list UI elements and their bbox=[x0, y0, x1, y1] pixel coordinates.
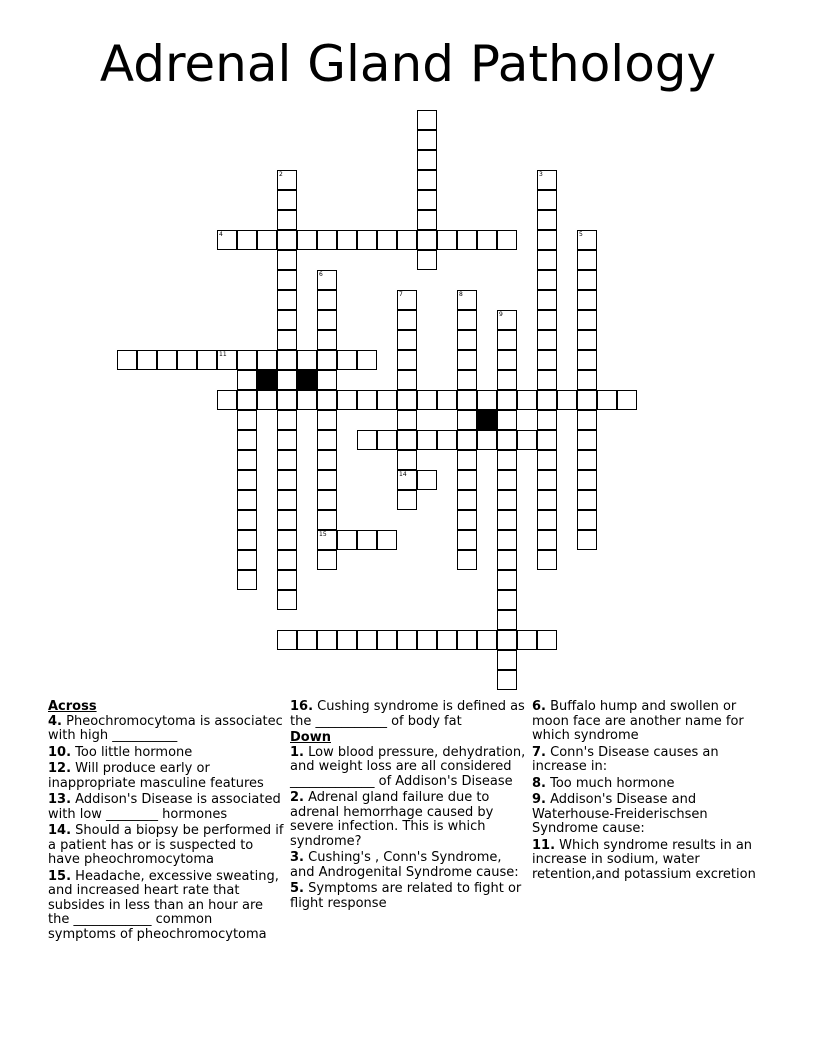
grid-cell[interactable] bbox=[337, 530, 357, 550]
grid-cell[interactable] bbox=[317, 370, 337, 390]
grid-cell[interactable] bbox=[537, 490, 557, 510]
grid-cell[interactable] bbox=[537, 370, 557, 390]
down-header: Down bbox=[290, 730, 331, 745]
down-clue-11: 11. Which syndrome results in an increase in sodium, water retention,and potassium excretion bbox=[532, 837, 756, 882]
across-clue-10: 10. Too little hormone bbox=[48, 744, 193, 760]
grid-cell[interactable] bbox=[317, 410, 337, 430]
grid-cell[interactable] bbox=[417, 130, 437, 150]
grid-cell[interactable] bbox=[237, 390, 257, 410]
page-title: Adrenal Gland Pathology bbox=[99, 35, 717, 93]
grid-cell[interactable] bbox=[297, 390, 317, 410]
grid-cell[interactable] bbox=[277, 190, 297, 210]
grid-cell[interactable] bbox=[457, 510, 477, 530]
down-clue-5: 5. Symptoms are related to fight or flight response bbox=[290, 881, 522, 911]
grid-cell[interactable] bbox=[317, 450, 337, 470]
grid-cell[interactable] bbox=[317, 270, 337, 290]
grid-cell[interactable] bbox=[517, 390, 537, 410]
grid-cell[interactable] bbox=[417, 630, 437, 650]
grid-cell[interactable] bbox=[517, 430, 537, 450]
down-clue-3: 3. Cushing's , Conn's Syndrome, and Androgenital Syndrome cause: bbox=[290, 850, 519, 880]
grid-cell[interactable] bbox=[277, 390, 297, 410]
grid-cell[interactable] bbox=[577, 510, 597, 530]
grid-cell[interactable] bbox=[277, 250, 297, 270]
clue-column-3 bbox=[532, 700, 768, 884]
grid-cell[interactable] bbox=[457, 550, 477, 570]
across-clue-13: 13. Addison's Disease is associated with low ________ hormones bbox=[48, 792, 281, 822]
grid-cell[interactable] bbox=[397, 470, 417, 490]
grid-cell[interactable] bbox=[457, 410, 477, 430]
grid-cell[interactable] bbox=[437, 630, 457, 650]
grid-cell[interactable] bbox=[497, 590, 517, 610]
grid-cell[interactable] bbox=[377, 230, 397, 250]
grid-cell[interactable] bbox=[497, 450, 517, 470]
grid-cell[interactable] bbox=[537, 330, 557, 350]
clue-number: 6 bbox=[319, 271, 323, 278]
grid-cell[interactable] bbox=[377, 630, 397, 650]
grid-cell[interactable] bbox=[397, 330, 417, 350]
grid-cell[interactable] bbox=[397, 390, 417, 410]
grid-cell[interactable] bbox=[497, 550, 517, 570]
grid-block bbox=[297, 370, 317, 390]
grid-cell[interactable] bbox=[237, 410, 257, 430]
grid-cell[interactable] bbox=[577, 330, 597, 350]
grid-cell[interactable] bbox=[437, 390, 457, 410]
grid-cell[interactable] bbox=[417, 470, 437, 490]
grid-cell[interactable] bbox=[537, 290, 557, 310]
grid-cell[interactable] bbox=[537, 310, 557, 330]
grid-cell[interactable] bbox=[277, 210, 297, 230]
grid-cell[interactable] bbox=[557, 390, 577, 410]
across-clue-4: 4. Pheochromocytoma is associatec with high __________ bbox=[48, 713, 283, 743]
grid-cell[interactable] bbox=[397, 290, 417, 310]
grid-cell[interactable] bbox=[237, 230, 257, 250]
grid-cell[interactable] bbox=[577, 530, 597, 550]
grid-cell[interactable] bbox=[317, 310, 337, 330]
grid-cell[interactable] bbox=[317, 330, 337, 350]
grid-cell[interactable] bbox=[237, 450, 257, 470]
grid-cell[interactable] bbox=[577, 230, 597, 250]
grid-cell[interactable] bbox=[577, 410, 597, 430]
across-clue-16: 16. Cushing syndrome is defined as the ___________ of body fat bbox=[290, 699, 525, 729]
grid-cell[interactable] bbox=[537, 210, 557, 230]
grid-cell[interactable] bbox=[277, 230, 297, 250]
grid-block bbox=[477, 410, 497, 430]
grid-cell[interactable] bbox=[457, 230, 477, 250]
grid-cell[interactable] bbox=[297, 350, 317, 370]
grid-cell[interactable] bbox=[217, 390, 237, 410]
grid-cell[interactable] bbox=[457, 430, 477, 450]
grid-cell[interactable] bbox=[537, 390, 557, 410]
clue-number: 15 bbox=[319, 531, 327, 538]
grid-cell[interactable] bbox=[357, 430, 377, 450]
grid-cell[interactable] bbox=[597, 390, 617, 410]
grid-cell[interactable] bbox=[317, 390, 337, 410]
grid-cell[interactable] bbox=[577, 290, 597, 310]
grid-cell[interactable] bbox=[537, 450, 557, 470]
grid-cell[interactable] bbox=[577, 270, 597, 290]
grid-cell[interactable] bbox=[477, 430, 497, 450]
grid-cell[interactable] bbox=[317, 490, 337, 510]
grid-cell[interactable] bbox=[277, 450, 297, 470]
grid-cell[interactable] bbox=[277, 370, 297, 390]
grid-cell[interactable] bbox=[397, 370, 417, 390]
grid-cell[interactable] bbox=[417, 110, 437, 130]
grid-cell[interactable] bbox=[357, 230, 377, 250]
grid-cell[interactable] bbox=[417, 170, 437, 190]
grid-cell[interactable] bbox=[537, 630, 557, 650]
grid-cell[interactable] bbox=[497, 430, 517, 450]
grid-cell[interactable] bbox=[397, 230, 417, 250]
down-clue-2: 2. Adrenal gland failure due to adrenal hemorrhage caused by severe infection. This is which syndrome? bbox=[290, 790, 494, 849]
grid-cell[interactable] bbox=[417, 190, 437, 210]
grid-cell[interactable] bbox=[497, 390, 517, 410]
grid-cell[interactable] bbox=[157, 350, 177, 370]
grid-cell[interactable] bbox=[337, 350, 357, 370]
grid-cell[interactable] bbox=[577, 470, 597, 490]
clue-number: 3 bbox=[539, 171, 543, 178]
grid-cell[interactable] bbox=[457, 530, 477, 550]
grid-cell[interactable] bbox=[237, 430, 257, 450]
grid-cell[interactable] bbox=[457, 330, 477, 350]
grid-cell[interactable] bbox=[197, 350, 217, 370]
grid-cell[interactable] bbox=[537, 270, 557, 290]
grid-cell[interactable] bbox=[237, 530, 257, 550]
grid-cell[interactable] bbox=[537, 430, 557, 450]
grid-cell[interactable] bbox=[497, 510, 517, 530]
grid-cell[interactable] bbox=[457, 630, 477, 650]
grid-cell[interactable] bbox=[537, 410, 557, 430]
grid-cell[interactable] bbox=[437, 230, 457, 250]
grid-cell[interactable] bbox=[537, 350, 557, 370]
grid-cell[interactable] bbox=[377, 430, 397, 450]
grid-cell[interactable] bbox=[577, 350, 597, 370]
grid-cell[interactable] bbox=[177, 350, 197, 370]
grid-cell[interactable] bbox=[497, 470, 517, 490]
grid-cell[interactable] bbox=[337, 630, 357, 650]
grid-cell[interactable] bbox=[497, 350, 517, 370]
grid-cell[interactable] bbox=[517, 630, 537, 650]
grid-cell[interactable] bbox=[437, 430, 457, 450]
grid-cell[interactable] bbox=[577, 310, 597, 330]
grid-cell[interactable] bbox=[257, 350, 277, 370]
down-clue-1: 1. Low blood pressure, dehydration, and weight loss are all considered _____________ of Addison's Disease bbox=[290, 744, 526, 789]
grid-cell[interactable] bbox=[417, 390, 437, 410]
grid-cell[interactable] bbox=[257, 230, 277, 250]
grid-cell[interactable] bbox=[617, 390, 637, 410]
grid-cell[interactable] bbox=[277, 350, 297, 370]
grid-cell[interactable] bbox=[317, 430, 337, 450]
grid-cell[interactable] bbox=[277, 630, 297, 650]
grid-cell[interactable] bbox=[497, 530, 517, 550]
grid-cell[interactable] bbox=[497, 230, 517, 250]
grid-cell[interactable] bbox=[117, 350, 137, 370]
clue-number: 8 bbox=[459, 291, 463, 298]
grid-cell[interactable] bbox=[417, 250, 437, 270]
grid-cell[interactable] bbox=[457, 290, 477, 310]
clue-number: 7 bbox=[399, 291, 403, 298]
across-clue-14: 14. Should a biopsy be performed if a patient has or is suspected to have pheochromocytoma bbox=[48, 823, 284, 867]
grid-cell[interactable] bbox=[477, 390, 497, 410]
grid-cell[interactable] bbox=[237, 490, 257, 510]
down-clue-7: 7. Conn's Disease causes an increase in: bbox=[532, 744, 719, 774]
grid-cell[interactable] bbox=[357, 350, 377, 370]
grid-cell[interactable] bbox=[417, 150, 437, 170]
grid-cell[interactable] bbox=[237, 470, 257, 490]
clue-number: 9 bbox=[499, 311, 503, 318]
grid-cell[interactable] bbox=[137, 350, 157, 370]
grid-cell[interactable] bbox=[277, 590, 297, 610]
grid-cell[interactable] bbox=[457, 310, 477, 330]
grid-cell[interactable] bbox=[317, 470, 337, 490]
grid-cell[interactable] bbox=[457, 370, 477, 390]
grid-cell[interactable] bbox=[277, 490, 297, 510]
grid-cell[interactable] bbox=[317, 230, 337, 250]
clue-column-2 bbox=[290, 700, 526, 913]
grid-cell[interactable] bbox=[537, 230, 557, 250]
grid-cell[interactable] bbox=[277, 530, 297, 550]
grid-cell[interactable] bbox=[457, 350, 477, 370]
grid-cell[interactable] bbox=[497, 490, 517, 510]
grid-cell[interactable] bbox=[337, 390, 357, 410]
grid-cell[interactable] bbox=[497, 330, 517, 350]
grid-cell[interactable] bbox=[237, 510, 257, 530]
grid-cell[interactable] bbox=[237, 350, 257, 370]
grid-cell[interactable] bbox=[277, 470, 297, 490]
clue-number: 2 bbox=[279, 171, 283, 178]
grid-cell[interactable] bbox=[357, 530, 377, 550]
grid-cell[interactable] bbox=[297, 230, 317, 250]
across-header: Across bbox=[48, 699, 97, 714]
grid-cell[interactable] bbox=[397, 410, 417, 430]
grid-cell[interactable] bbox=[397, 450, 417, 470]
clue-number: 4 bbox=[219, 231, 223, 238]
grid-cell[interactable] bbox=[337, 230, 357, 250]
grid-cell[interactable] bbox=[357, 630, 377, 650]
grid-cell[interactable] bbox=[237, 570, 257, 590]
grid-cell[interactable] bbox=[277, 170, 297, 190]
grid-cell[interactable] bbox=[297, 630, 317, 650]
grid-cell[interactable] bbox=[317, 530, 337, 550]
grid-cell[interactable] bbox=[537, 250, 557, 270]
grid-cell[interactable] bbox=[497, 410, 517, 430]
across-clue-15: 15. Headache, excessive sweating, and increased heart rate that subsides in less than an hour are the ____________ common symptoms of pheochromocytoma bbox=[48, 868, 279, 942]
grid-cell[interactable] bbox=[537, 550, 557, 570]
grid-cell[interactable] bbox=[457, 390, 477, 410]
grid-cell[interactable] bbox=[537, 170, 557, 190]
grid-cell[interactable] bbox=[477, 630, 497, 650]
grid-cell[interactable] bbox=[257, 390, 277, 410]
grid-cell[interactable] bbox=[497, 650, 517, 670]
grid-cell[interactable] bbox=[537, 470, 557, 490]
grid-cell[interactable] bbox=[277, 430, 297, 450]
grid-cell[interactable] bbox=[277, 510, 297, 530]
grid-cell[interactable] bbox=[497, 570, 517, 590]
grid-cell[interactable] bbox=[277, 330, 297, 350]
grid-cell[interactable] bbox=[317, 510, 337, 530]
grid-cell[interactable] bbox=[397, 430, 417, 450]
grid-cell[interactable] bbox=[417, 210, 437, 230]
grid-cell[interactable] bbox=[277, 310, 297, 330]
grid-cell[interactable] bbox=[397, 310, 417, 330]
grid-cell[interactable] bbox=[277, 550, 297, 570]
grid-cell[interactable] bbox=[277, 570, 297, 590]
grid-cell[interactable] bbox=[577, 390, 597, 410]
grid-cell[interactable] bbox=[317, 550, 337, 570]
grid-cell[interactable] bbox=[317, 290, 337, 310]
grid-cell[interactable] bbox=[497, 630, 517, 650]
clue-number: 5 bbox=[579, 231, 583, 238]
down-clue-9: 9. Addison's Disease and Waterhouse-Freiderischsen Syndrome cause: bbox=[532, 792, 708, 836]
grid-cell[interactable] bbox=[417, 230, 437, 250]
grid-cell[interactable] bbox=[357, 390, 377, 410]
grid-cell[interactable] bbox=[317, 630, 337, 650]
grid-cell[interactable] bbox=[577, 490, 597, 510]
grid-cell[interactable] bbox=[457, 470, 477, 490]
clue-column-1 bbox=[48, 700, 284, 944]
grid-cell[interactable] bbox=[497, 670, 517, 690]
across-clue-12: 12. Will produce early or inappropriate masculine features bbox=[48, 761, 264, 791]
clue-number: 14 bbox=[399, 471, 407, 478]
grid-cell[interactable] bbox=[497, 310, 517, 330]
grid-cell[interactable] bbox=[217, 350, 237, 370]
clue-number: 11 bbox=[219, 351, 227, 358]
grid-cell[interactable] bbox=[397, 630, 417, 650]
grid-cell[interactable] bbox=[237, 370, 257, 390]
grid-cell[interactable] bbox=[497, 370, 517, 390]
grid-cell[interactable] bbox=[417, 430, 437, 450]
grid-cell[interactable] bbox=[457, 490, 477, 510]
grid-cell[interactable] bbox=[537, 190, 557, 210]
grid-cell[interactable] bbox=[377, 390, 397, 410]
grid-cell[interactable] bbox=[537, 530, 557, 550]
grid-cell[interactable] bbox=[477, 230, 497, 250]
grid-cell[interactable] bbox=[577, 450, 597, 470]
grid-cell[interactable] bbox=[317, 350, 337, 370]
grid-cell[interactable] bbox=[277, 270, 297, 290]
grid-cell[interactable] bbox=[237, 550, 257, 570]
grid-cell[interactable] bbox=[537, 510, 557, 530]
grid-cell[interactable] bbox=[377, 530, 397, 550]
grid-cell[interactable] bbox=[457, 450, 477, 470]
grid-cell[interactable] bbox=[577, 370, 597, 390]
grid-cell[interactable] bbox=[497, 610, 517, 630]
grid-cell[interactable] bbox=[397, 490, 417, 510]
grid-cell[interactable] bbox=[397, 350, 417, 370]
grid-cell[interactable] bbox=[577, 430, 597, 450]
grid-cell[interactable] bbox=[277, 410, 297, 430]
grid-block bbox=[257, 370, 277, 390]
grid-cell[interactable] bbox=[277, 290, 297, 310]
down-clue-6: 6. Buffalo hump and swollen or moon face are another name for which syndrome bbox=[532, 699, 744, 743]
grid-cell[interactable] bbox=[217, 230, 237, 250]
grid-cell[interactable] bbox=[577, 250, 597, 270]
down-clue-8: 8. Too much hormone bbox=[532, 775, 675, 791]
